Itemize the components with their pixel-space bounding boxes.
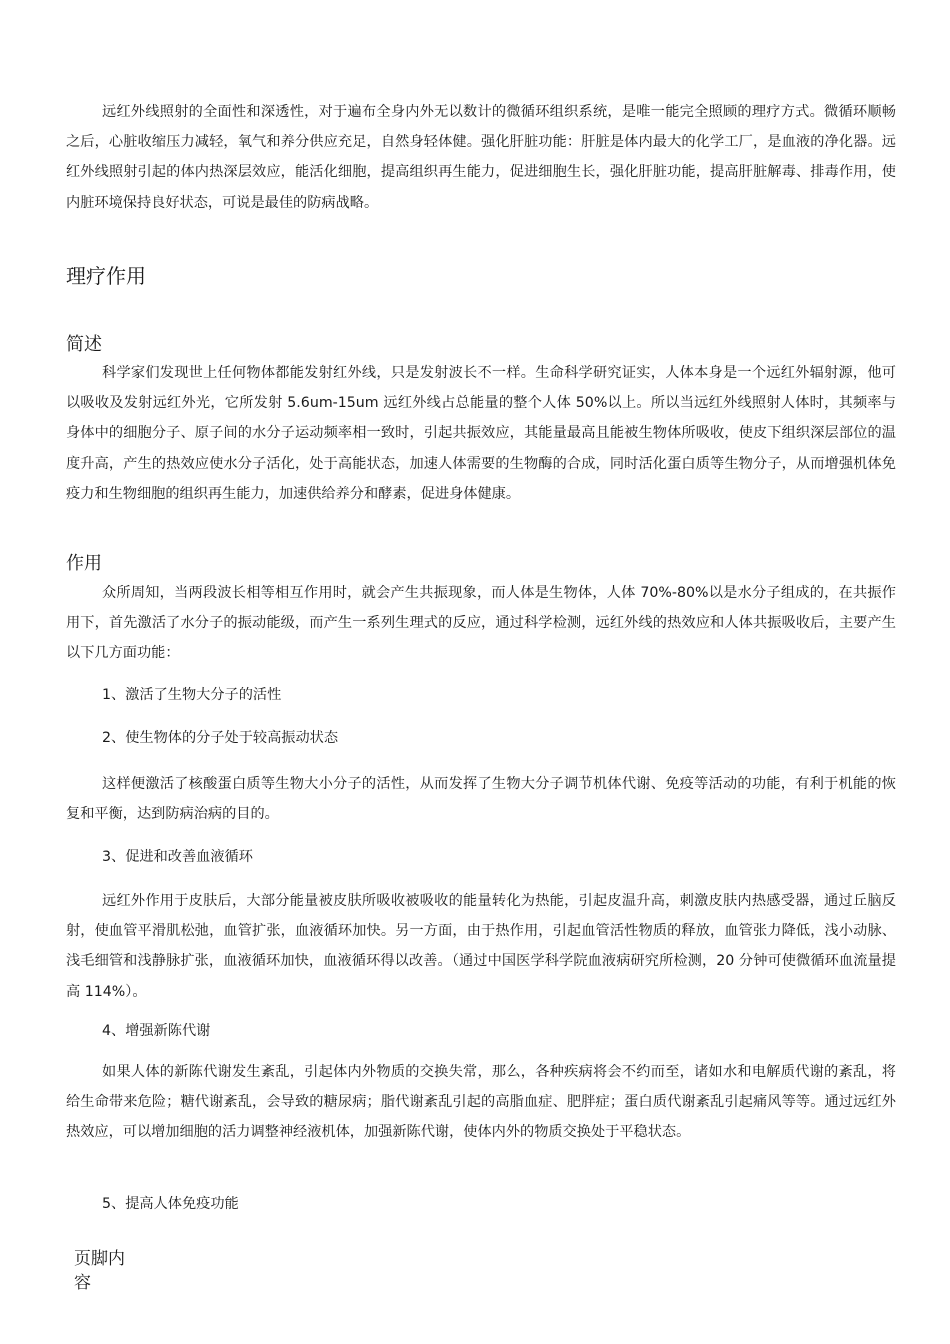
- section-title: 理疗作用: [66, 264, 146, 288]
- intro-paragraph: 远红外线照射的全面性和深透性，对于遍布全身内外无以数计的微循环组织系统，是唯一能完全照顾的理疗方式。微循环顺畅之后，心脏收缩压力减轻，氧气和养分供应充足，自然身轻体健。强化肝脏功能：肝脏是体内最大的化学工厂，是血液的净化器。远红外线照射引起的体内热深层效应，能活化细胞，提高组织再生能力，促进细胞生长，强化肝脏功能，提高肝脏解毒、排毒作用，使内脏环境保持良好状态，可说是最佳的防病战略。: [66, 104, 896, 211]
- effects-item-2: 2、使生物体的分子处于较高振动状态: [102, 730, 339, 746]
- effects-paragraph: 众所周知，当两段波长相等相互作用时，就会产生共振现象，而人体是生物体，人体 70%-80%以是水分子组成的，在共振作用下，首先激活了水分子的振动能级，而产生一系列生理式的反应，通过科学检测，远红外线的热效应和人体共振吸收后，主要产生以下几方面功能：: [66, 585, 896, 662]
- overview-paragraph: 科学家们发现世上任何物体都能发射红外线，只是发射波长不一样。生命科学研究证实，人体本身是一个远红外辐射源，他可以吸收及发射远红外光，它所发射 5.6um-15um 远红外线占总能量的整个人体 50%以上。所以当远红外线照射人体时，其频率与身体中的细胞分子、原子间的水分子运动频率相一致时，引起共振效应，其能量最高且能被生物体所吸收，使皮下组织深层部位的温度升高，产生的热效应使水分子活化，处于高能状态，加速人体需要的生物酶的合成，同时活化蛋白质等生物分子，从而增强机体免疫力和生物细胞的组织再生能力，加速供给养分和酵素，促进身体健康。: [66, 365, 896, 502]
- effects-paragraph-3: 远红外作用于皮肤后，大部分能量被皮肤所吸收被吸收的能量转化为热能，引起皮温升高，刺激皮肤内热感受器，通过丘脑反射，使血管平滑肌松弛，血管扩张，血液循环加快。另一方面，由于热作用，引起血管活性物质的释放，血管张力降低，浅小动脉、浅毛细管和浅静脉扩张，血液循环加快，血液循环得以改善。（通过中国医学科学院血液病研究所检测，20 分钟可使微循环血流量提高 114%）。: [66, 893, 896, 1000]
- overview-heading: 简述: [66, 334, 102, 355]
- effects-heading: 作用: [66, 553, 102, 574]
- page-footer: 页脚内容: [74, 1249, 125, 1293]
- effects-item-1: 1、激活了生物大分子的活性: [102, 687, 282, 703]
- effects-paragraph-2: 这样便激活了核酸蛋白质等生物大小分子的活性，从而发挥了生物大分子调节机体代谢、免疫等活动的功能，有利于机能的恢复和平衡，达到防病治病的目的。: [66, 776, 896, 823]
- effects-paragraph-4: 如果人体的新陈代谢发生紊乱，引起体内外物质的交换失常，那么，各种疾病将会不约而至，诸如水和电解质代谢的紊乱，将给生命带来危险；糖代谢紊乱，会导致的糖尿病；脂代谢紊乱引起的高脂血症、肥胖症；蛋白质代谢紊乱引起痛风等等。通过远红外热效应，可以增加细胞的活力调整神经液机体，加强新陈代谢，使体内外的物质交换处于平稳状态。: [66, 1064, 896, 1141]
- effects-item-4: 4、增强新陈代谢: [102, 1023, 211, 1039]
- effects-item-3: 3、促进和改善血液循环: [102, 849, 253, 865]
- effects-item-5: 5、提高人体免疫功能: [102, 1196, 239, 1212]
